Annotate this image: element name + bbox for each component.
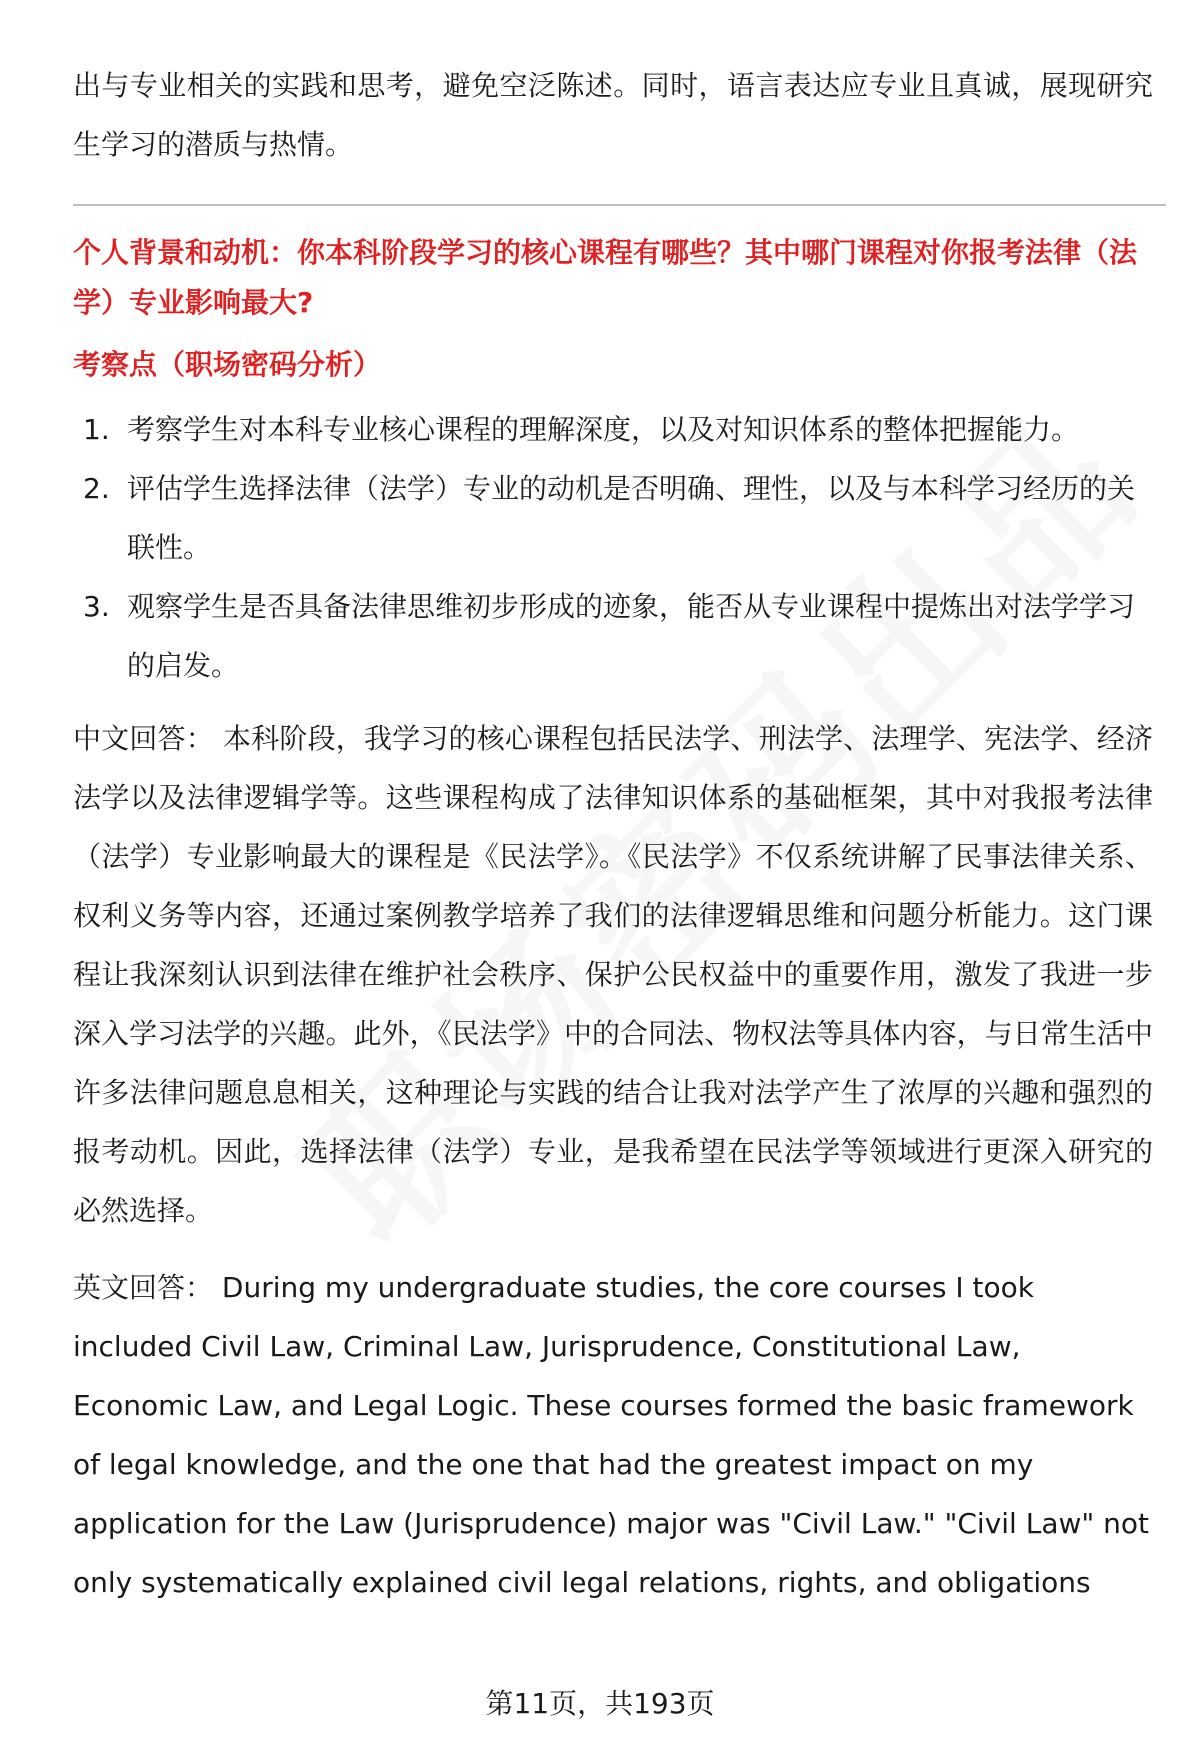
list-text: 评估学生选择法律（法学）专业的动机是否明确、理性，以及与本科学习经历的关联性。 — [127, 472, 1136, 564]
list-item — [73, 400, 1153, 459]
question-heading: 个人背景和动机：你本科阶段学习的核心课程有哪些？其中哪门课程对你报考法律（法学）专业影响最大? — [73, 236, 1138, 319]
list-item — [73, 577, 1153, 695]
english-answer: 英文回答： During my undergraduate studies, the core courses I took included Civil Law, Criminal Law, Jurisprudence, Constitutional Law, Economic Law, and Legal Logic. These courses formed the basic framework of legal knowledge, and the one that had the greatest impact on my application for the Law (Jurisprudence) major was "Civil Law." "Civil Law" not only systematically explained civil legal relations, rights, and obligations — [73, 1271, 1150, 1599]
list-number: 3. — [83, 590, 110, 623]
list-item — [73, 459, 1153, 577]
document-page — [73, 56, 1153, 1612]
exam-points-title: 考察点（职场密码分析） — [73, 348, 382, 381]
intro-paragraph: 出与专业相关的实践和思考，避免空泛陈述。同时，语言表达应专业且真诚，展现研究生学习的潜质与热情。 — [73, 69, 1153, 161]
exam-points-list — [73, 400, 1153, 695]
section-divider — [73, 204, 1166, 206]
list-number: 1. — [83, 413, 110, 446]
list-text: 观察学生是否具备法律思维初步形成的迹象，能否从专业课程中提炼出对法学学习的启发。 — [127, 590, 1136, 682]
list-number: 2. — [83, 472, 110, 505]
list-text: 考察学生对本科专业核心课程的理解深度，以及对知识体系的整体把握能力。 — [127, 413, 1080, 446]
page-footer: 第11页，共193页 — [485, 1687, 715, 1720]
chinese-answer: 中文回答： 本科阶段，我学习的核心课程包括民法学、刑法学、法理学、宪法学、经济法学以及法律逻辑学等。这些课程构成了法律知识体系的基础框架，其中对我报考法律（法学）专业影响最大的课程是《民法学》。《民法学》不仅系统讲解了民事法律关系、权利义务等内容，还通过案例教学培养了我们的法律逻辑思维和问题分析能力。这门课程让我深刻认识到法律在维护社会秩序、保护公民权益中的重要作用，激发了我进一步深入学习法学的兴趣。此外，《民法学》中的合同法、物权法等具体内容，与日常生活中许多法律问题息息相关，这种理论与实践的结合让我对法学产生了浓厚的兴趣和强烈的报考动机。因此，选择法律（法学）专业，是我希望在民法学等领域进行更深入研究的必然选择。 — [73, 722, 1153, 1227]
